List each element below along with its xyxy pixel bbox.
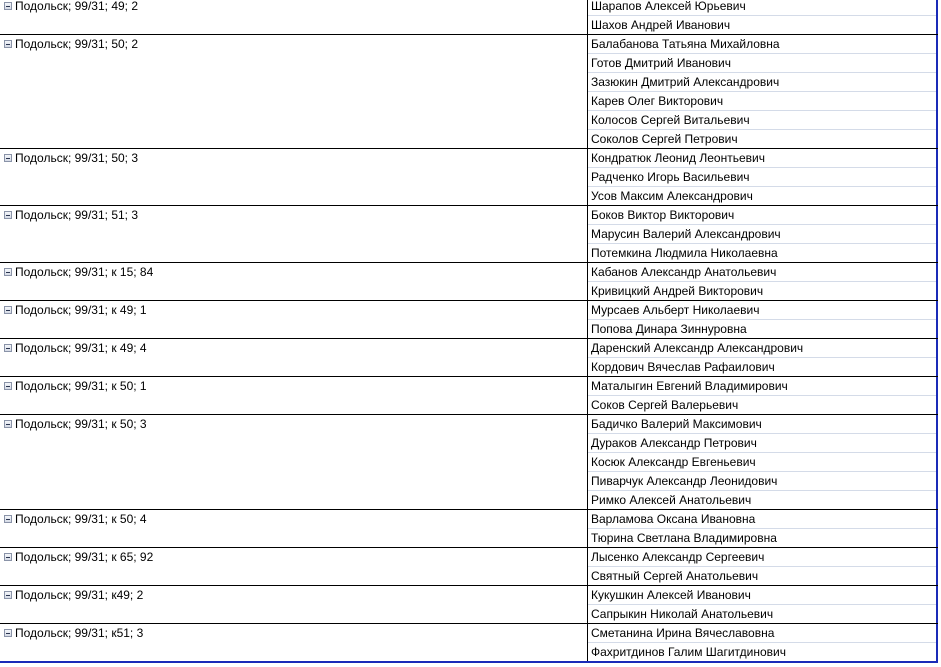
group-label xyxy=(3,626,143,640)
name-cell[interactable]: Бадичко Валерий Максимович xyxy=(591,417,762,431)
name-cell[interactable]: Колосов Сергей Витальевич xyxy=(588,110,936,129)
name-cell[interactable]: Кукушкин Алексей Иванович xyxy=(591,588,751,602)
group-label-text: Подольск; 99/31; к 50; 4 xyxy=(15,512,147,526)
group-label-cell[interactable] xyxy=(0,624,588,661)
group-label xyxy=(3,550,153,564)
group-label xyxy=(3,341,147,355)
names-column xyxy=(588,301,938,338)
pivot-group xyxy=(0,148,938,205)
group-label-cell[interactable] xyxy=(0,377,588,414)
name-cell[interactable]: Марусин Валерий Александрович xyxy=(588,224,936,243)
name-cell[interactable]: Сапрыкин Николай Анатольевич xyxy=(588,604,936,623)
names-column xyxy=(588,35,938,148)
name-cell[interactable]: Шахов Андрей Иванович xyxy=(588,15,936,34)
group-label-text: Подольск; 99/31; 50; 3 xyxy=(15,151,139,165)
names-column xyxy=(588,586,938,623)
group-label xyxy=(3,208,138,222)
collapse-icon[interactable] xyxy=(4,591,12,599)
name-cell[interactable]: Карев Олег Викторович xyxy=(588,91,936,110)
pivot-group xyxy=(0,34,938,148)
pivot-group xyxy=(0,585,938,623)
names-column xyxy=(588,415,938,509)
collapse-icon[interactable] xyxy=(4,420,12,428)
pivot-group xyxy=(0,509,938,547)
names-column xyxy=(588,548,938,585)
group-label-cell[interactable] xyxy=(0,415,588,509)
pivot-group xyxy=(0,414,938,509)
group-label-cell[interactable] xyxy=(0,548,588,585)
group-label-text: Подольск; 99/31; к51; 3 xyxy=(15,626,144,640)
name-cell[interactable]: Варламова Оксана Ивановна xyxy=(591,512,756,526)
pivot-group xyxy=(0,0,938,34)
pivot-group xyxy=(0,262,938,300)
name-cell[interactable]: Дураков Александр Петрович xyxy=(588,433,936,452)
group-label xyxy=(3,303,147,317)
name-cell[interactable]: Радченко Игорь Васильевич xyxy=(588,167,936,186)
name-cell[interactable]: Шарапов Алексей Юрьевич xyxy=(591,0,746,13)
group-label-cell[interactable] xyxy=(0,339,588,376)
name-cell[interactable]: Пиварчук Александр Леонидович xyxy=(588,471,936,490)
name-cell[interactable]: Кордович Вячеслав Рафаилович xyxy=(588,357,936,376)
collapse-icon[interactable] xyxy=(4,2,12,10)
group-label-cell[interactable] xyxy=(0,510,588,547)
group-label-cell[interactable] xyxy=(0,206,588,262)
collapse-icon[interactable] xyxy=(4,629,12,637)
name-cell[interactable]: Римко Алексей Анатольевич xyxy=(588,490,936,509)
names-column xyxy=(588,263,938,300)
name-cell[interactable]: Попова Динара Зиннуровна xyxy=(588,319,936,338)
name-cell[interactable]: Фахритдинов Галим Шагитдинович xyxy=(588,642,936,661)
collapse-icon[interactable] xyxy=(4,154,12,162)
name-cell[interactable]: Кондратюк Леонид Леонтьевич xyxy=(591,151,765,165)
name-cell[interactable]: Тюрина Светлана Владимировна xyxy=(588,528,936,547)
collapse-icon[interactable] xyxy=(4,553,12,561)
collapse-icon[interactable] xyxy=(4,344,12,352)
collapse-icon[interactable] xyxy=(4,40,12,48)
name-cell[interactable]: Боков Виктор Викторович xyxy=(591,208,735,222)
group-label-text: Подольск; 99/31; к 50; 1 xyxy=(15,379,147,393)
name-cell[interactable]: Кабанов Александр Анатольевич xyxy=(591,265,777,279)
group-label-cell[interactable] xyxy=(0,35,588,148)
group-label-text: Подольск; 99/31; 51; 3 xyxy=(15,208,139,222)
name-cell[interactable]: Кривицкий Андрей Викторович xyxy=(588,281,936,300)
collapse-icon[interactable] xyxy=(4,382,12,390)
group-label-cell[interactable] xyxy=(0,263,588,300)
name-cell[interactable]: Даренский Александр Александрович xyxy=(591,341,804,355)
collapse-icon[interactable] xyxy=(4,268,12,276)
name-cell[interactable]: Святный Сергей Анатольевич xyxy=(588,566,936,585)
group-label xyxy=(3,512,147,526)
group-label xyxy=(3,417,147,431)
name-cell[interactable]: Маталыгин Евгений Владимирович xyxy=(591,379,788,393)
name-cell[interactable]: Потемкина Людмила Николаевна xyxy=(588,243,936,262)
name-cell[interactable]: Косюк Александр Евгеньевич xyxy=(588,452,936,471)
name-cell[interactable]: Соков Сергей Валерьевич xyxy=(588,395,936,414)
names-column xyxy=(588,510,938,547)
group-label-cell[interactable] xyxy=(0,586,588,623)
names-column xyxy=(588,206,938,262)
name-cell[interactable]: Балабанова Татьяна Михайловна xyxy=(591,37,780,51)
pivot-group xyxy=(0,376,938,414)
group-label-text: Подольск; 99/31; к49; 2 xyxy=(15,588,144,602)
group-label-cell[interactable] xyxy=(0,149,588,205)
group-label-cell[interactable] xyxy=(0,301,588,338)
names-column xyxy=(588,624,938,661)
group-label xyxy=(3,379,147,393)
group-label-cell[interactable] xyxy=(0,0,588,34)
name-cell[interactable]: Усов Максим Александрович xyxy=(588,186,936,205)
pivot-group xyxy=(0,300,938,338)
group-label-text: Подольск; 99/31; 49; 2 xyxy=(15,0,139,13)
group-label-text: Подольск; 99/31; к 50; 3 xyxy=(15,417,147,431)
name-cell[interactable]: Мурсаев Альберт Николаевич xyxy=(591,303,760,317)
names-column xyxy=(588,339,938,376)
group-label xyxy=(3,265,153,279)
group-label xyxy=(3,37,138,51)
group-label xyxy=(3,151,138,165)
collapse-icon[interactable] xyxy=(4,211,12,219)
name-cell[interactable]: Лысенко Александр Сергеевич xyxy=(591,550,765,564)
name-cell[interactable]: Соколов Сергей Петрович xyxy=(588,129,936,148)
collapse-icon[interactable] xyxy=(4,515,12,523)
name-cell[interactable]: Готов Дмитрий Иванович xyxy=(588,53,936,72)
group-label xyxy=(3,588,143,602)
pivot-group xyxy=(0,623,938,661)
group-label-text: Подольск; 99/31; 50; 2 xyxy=(15,37,139,51)
names-column xyxy=(588,377,938,414)
names-column xyxy=(588,149,938,205)
names-column xyxy=(588,0,938,34)
name-cell[interactable]: Зазюкин Дмитрий Александрович xyxy=(588,72,936,91)
pivot-group xyxy=(0,205,938,262)
collapse-icon[interactable] xyxy=(4,306,12,314)
name-cell[interactable]: Сметанина Ирина Вячеславовна xyxy=(591,626,775,640)
group-label-text: Подольск; 99/31; к 15; 84 xyxy=(15,265,154,279)
group-label-text: Подольск; 99/31; к 49; 1 xyxy=(15,303,147,317)
pivot-group xyxy=(0,547,938,585)
group-label-text: Подольск; 99/31; к 49; 4 xyxy=(15,341,147,355)
pivot-group xyxy=(0,338,938,376)
group-label-text: Подольск; 99/31; к 65; 92 xyxy=(15,550,154,564)
group-label xyxy=(3,0,138,13)
